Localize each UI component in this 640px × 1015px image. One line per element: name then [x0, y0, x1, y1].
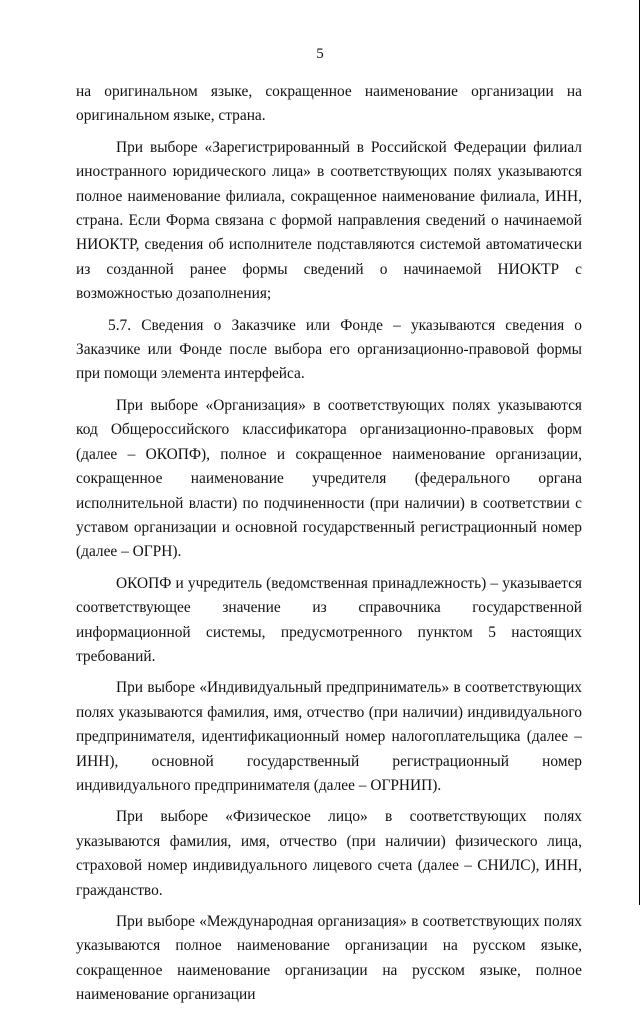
paragraph-natural-person: При выборе «Физическое лицо» в соответствующих полях указываются фамилия, имя, отчество (при наличии) физического лица, страховой номер индивидуального лицевого счета (далее – СНИЛС), ИНН, гражданство. — [76, 808, 582, 899]
document-body — [76, 80, 582, 1015]
paragraph-section-5-7: 5.7. Сведения о Заказчике или Фонде – указываются сведения о Заказчике или Фонде после выбора его организационно-правовой формы при помощи элемента интерфейса. — [76, 316, 582, 383]
paragraph-foreign-branch: При выборе «Зарегистрированный в Российской Федерации филиал иностранного юридического лица» в соответствующих полях указываются полное наименование филиала, сокращенное наименование филиала, ИНН, страна. Если Форма связана с формой направления сведений о начинаемой НИОКТР, сведения об исполнителе подставляются системой автоматически из созданной ранее формы сведений о начинаемой НИОКТР с возможностью дозаполнения; — [76, 138, 582, 303]
paragraph-continuation: на оригинальном языке, сокращенное наименование организации на оригинальном языке, страна. — [76, 83, 582, 125]
paragraph-international-organization: При выборе «Международная организация» в соответствующих полях указываются полное наименование организации на русском языке, сокращенное наименование организации на русском языке, полное наименование организации — [76, 913, 582, 1004]
paragraph-okopf: ОКОПФ и учредитель (ведомственная принадлежность) – указывается соответствующее значение из справочника государственной информационной системы, предусмотренного пунктом 5 настоящих требований. — [76, 574, 582, 665]
paragraph-individual-entrepreneur: При выборе «Индивидуальный предприниматель» в соответствующих полях указываются фамилия, имя, отчество (при наличии) индивидуального предпринимателя, идентификационный номер налогоплательщика (далее – ИНН), основной государственный регистрационный номер индивидуального предпринимателя (далее – ОГРНИП). — [76, 679, 582, 794]
paragraph-organization: При выборе «Организация» в соответствующих полях указываются код Общероссийского классификатора организационно-правовых форм (далее – ОКОПФ), полное и сокращенное наименование организации, сокращенное наименование учредителя (федерального органа исполнительной власти) по подчиненности (при наличии) в соответствии с уставом организации и основной государственный регистрационный номер (далее – ОГРН). — [76, 396, 582, 561]
page-number: 5 — [316, 46, 324, 62]
